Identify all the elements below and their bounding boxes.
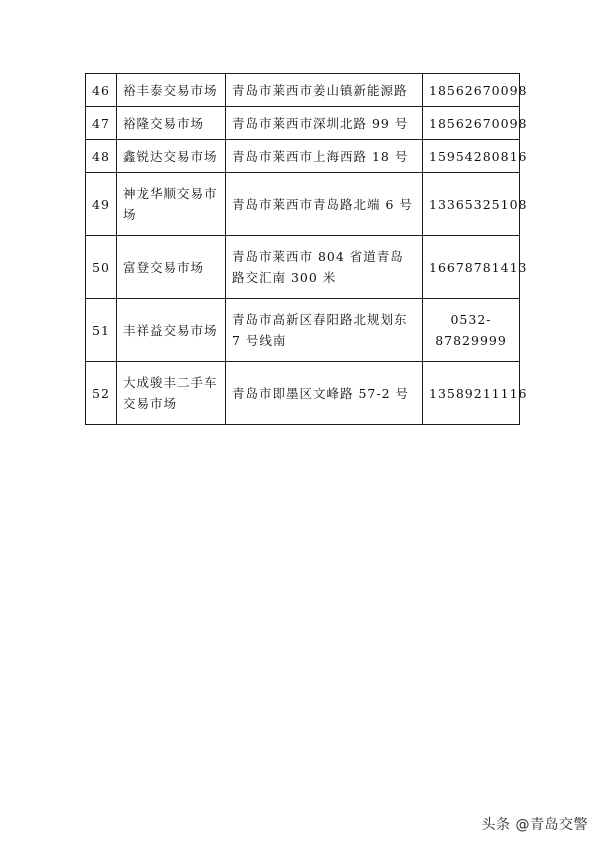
market-name: 裕隆交易市场 [117, 107, 226, 140]
market-phone: 0532-87829999 [423, 299, 520, 362]
table-row [86, 299, 520, 362]
row-number: 49 [86, 173, 117, 236]
table-row [86, 236, 520, 299]
market-address: 青岛市莱西市姜山镇新能源路 [226, 74, 423, 107]
row-number: 48 [86, 140, 117, 173]
table-row [86, 107, 520, 140]
market-name: 大成骏丰二手车交易市场 [117, 362, 226, 425]
table-row [86, 140, 520, 173]
row-number: 46 [86, 74, 117, 107]
market-name: 富登交易市场 [117, 236, 226, 299]
row-number: 47 [86, 107, 117, 140]
market-address: 青岛市莱西市 804 省道青岛路交汇南 300 米 [226, 236, 423, 299]
market-name: 鑫锐达交易市场 [117, 140, 226, 173]
table-row [86, 362, 520, 425]
market-address: 青岛市莱西市青岛路北端 6 号 [226, 173, 423, 236]
watermark-label: 头条 @青岛交警 [481, 817, 588, 833]
market-name: 裕丰泰交易市场 [117, 74, 226, 107]
market-phone: 18562670098 [423, 74, 520, 107]
table-row [86, 173, 520, 236]
market-name: 丰祥益交易市场 [117, 299, 226, 362]
market-phone: 16678781413 [423, 236, 520, 299]
market-address: 青岛市即墨区文峰路 57-2 号 [226, 362, 423, 425]
row-number: 52 [86, 362, 117, 425]
market-phone: 13365325108 [423, 173, 520, 236]
market-phone: 13589211116 [423, 362, 520, 425]
market-phone: 18562670098 [423, 107, 520, 140]
market-address: 青岛市莱西市深圳北路 99 号 [226, 107, 423, 140]
table-row [86, 74, 520, 107]
market-address: 青岛市高新区春阳路北规划东 7 号线南 [226, 299, 423, 362]
row-number: 51 [86, 299, 117, 362]
market-phone: 15954280816 [423, 140, 520, 173]
row-number: 50 [86, 236, 117, 299]
market-table [85, 73, 528, 425]
market-name: 神龙华顺交易市场 [117, 173, 226, 236]
market-address: 青岛市莱西市上海西路 18 号 [226, 140, 423, 173]
